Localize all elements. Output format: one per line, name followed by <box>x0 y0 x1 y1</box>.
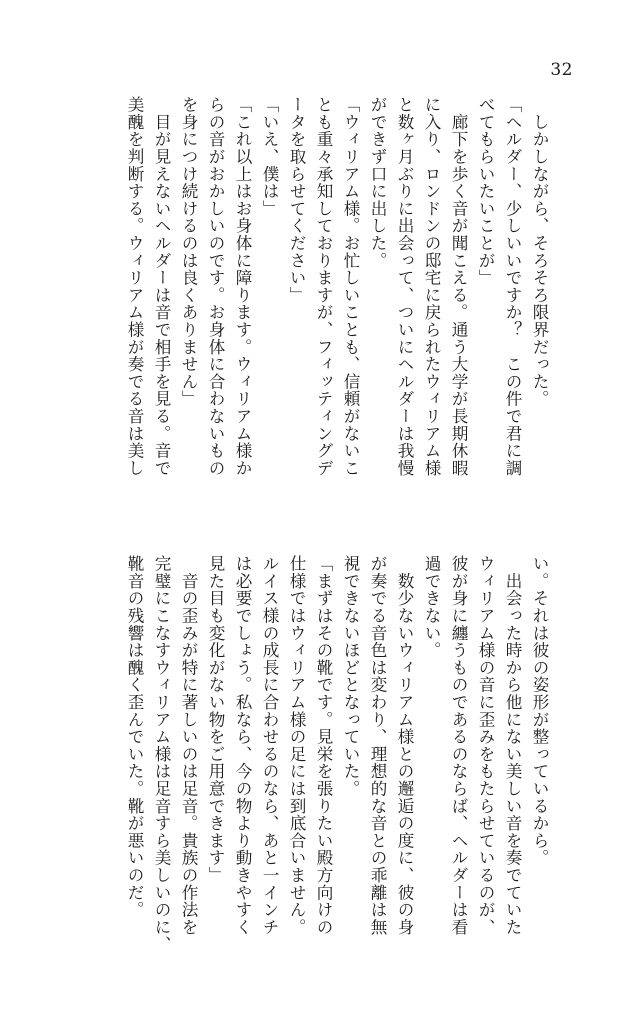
text-line: 数少ないウィリアム様との邂逅の度に、彼の身 <box>395 555 414 936</box>
text-line: 美醜を判断する。ウィリアム様が奏でる音は美し <box>125 96 144 477</box>
text-line: 「これ以上はお身体に障ります。ウィリアム様か <box>233 96 252 477</box>
text-line: 「ウィリアム様。お忙しいことも、信頼がないこ <box>341 96 360 477</box>
text-line: 「まずはその靴です。見栄を張りたい殿方向けの <box>314 555 333 936</box>
text-line: とも重々承知しておりますが、フィッティングデ <box>314 96 333 477</box>
text-line: に入り、ロンドンの邸宅に戻られたウィリアム様 <box>422 96 441 477</box>
text-line: 音の歪みが特に著しいのは足音。貴族の作法を <box>179 555 198 936</box>
text-line: べてもらいたいことが」 <box>476 96 495 287</box>
text-line: 靴音の残響は醜く歪んでいた。靴が悪いのだ。 <box>125 555 144 919</box>
text-line: 目が見えないヘルダーは音で相手を見る。音で <box>152 96 171 477</box>
text-line: 彼が身に纏うものであるのならば、ヘルダーは看 <box>449 555 468 936</box>
text-line: 完璧にこなすウィリアム様は足音すら美しいのに、 <box>152 555 171 953</box>
text-line: を身につけ続けるのは良くありません」 <box>179 96 198 408</box>
text-line: い。それは彼の姿形が整っているから。 <box>530 555 549 867</box>
text-line: 視できないほどとなっていた。 <box>341 555 360 798</box>
text-line: ができず口に出した。 <box>368 96 387 269</box>
page-number: 32 <box>550 60 573 80</box>
text-line: らの音がおかしいのです。お身体に合わないもの <box>206 96 225 477</box>
text-line: 見た目も変化がない物をご用意できます」 <box>206 555 225 884</box>
text-line: は必要でしょう。私なら、今の物より動きやすく <box>233 555 252 936</box>
text-line: 仕様ではウィリアム様の足には到底合いません。 <box>287 555 306 936</box>
text-line: ータを取らせてください」 <box>287 96 306 304</box>
text-line: と数ヶ月ぶりに出会って、ついにヘルダーは我慢 <box>395 96 414 477</box>
text-line: 「ヘルダー、少しいいですか？ この件で君に調 <box>503 96 522 477</box>
text-line: ルイス様の成長に合わせるのなら、あと一インチ <box>260 555 279 936</box>
text-line: 廊下を歩く音が聞こえる。通う大学が長期休暇 <box>449 96 468 477</box>
text-line: 出会った時から他にない美しい音を奏でていた <box>503 555 522 936</box>
text-line: ウィリアム様の音に歪みをもたらせているのが、 <box>476 555 495 936</box>
text-line: しかしながら、そろそろ限界だった。 <box>530 96 549 408</box>
text-line: 「いえ、僕は」 <box>260 96 279 218</box>
text-line: が奏でる音色は変わり、理想的な音との乖離は無 <box>368 555 387 936</box>
text-line: 過できない。 <box>422 555 441 659</box>
